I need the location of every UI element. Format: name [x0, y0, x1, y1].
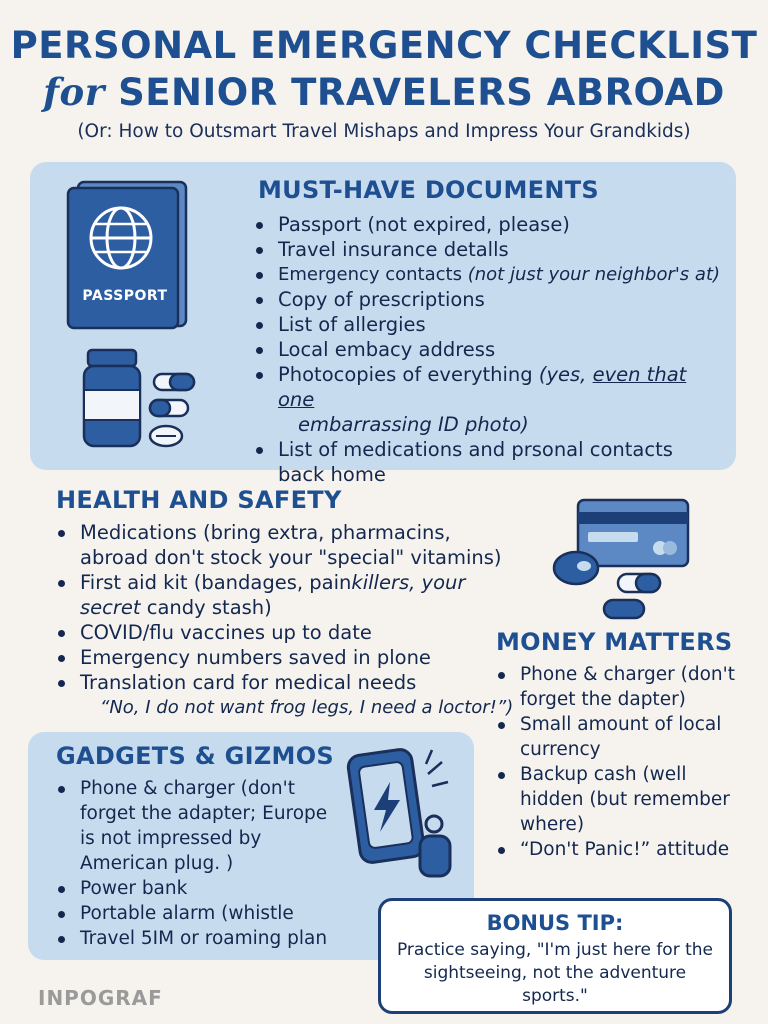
title-for-word: for	[43, 70, 105, 114]
documents-list	[254, 212, 724, 487]
list-item: Power bank	[56, 876, 346, 901]
list-item: COVID/flu vaccines up to date	[56, 620, 516, 645]
health-heading: HEALTH AND SAFETY	[56, 486, 342, 514]
health-list	[56, 520, 516, 720]
money-heading: MONEY MATTERS	[496, 628, 733, 656]
list-item: Phone & charger (don't forget the adapter; Europe is not impressed by American plug. )	[56, 776, 346, 876]
bonus-tip-text: Practice saying, "I'm just here for the sightseeing, not the adventure sports."	[396, 940, 714, 1006]
page-title-line-1: PERSONAL EMERGENCY CHECKLIST	[10, 24, 758, 67]
list-item: Photocopies of everything (yes, even that one embarrassing ID photo)	[254, 362, 724, 437]
list-item: Emergency contacts (not just your neighbor's at)	[254, 262, 724, 287]
passport-label: PASSPORT	[82, 288, 168, 304]
list-item: Copy of prescriptions	[254, 287, 724, 312]
list-item: Phone & charger (don't forget the dapter)	[496, 662, 741, 712]
bonus-tip-box	[378, 898, 732, 1014]
list-item: Travel insurance detalls	[254, 237, 724, 262]
documents-heading: MUST-HAVE DOCUMENTS	[258, 176, 599, 204]
list-item: Emergency numbers saved in plone	[56, 645, 516, 670]
gadgets-list	[56, 776, 346, 951]
list-item: Translation card for medical needs “No, I do not want frog legs, I need a loctor!”)	[56, 670, 516, 720]
title-line-2-rest: SENIOR TRAVELERS ABROAD	[118, 71, 725, 114]
list-item: Travel 5IM or roaming plan	[56, 926, 346, 951]
list-item: Passport (not expired, please)	[254, 212, 724, 237]
pill-bottle-icon	[80, 346, 200, 454]
page-title-line-2	[0, 70, 768, 114]
phone-power-icon	[344, 744, 464, 888]
page-subtitle: (Or: How to Outsmart Travel Mishaps and Impress Your Grandkids)	[77, 121, 691, 142]
brand-logo: INPOGRAF	[38, 986, 163, 1010]
list-item: First aid kit (bandages, painkillers, your secret candy stash)	[56, 570, 516, 620]
passport-icon	[64, 180, 192, 334]
list-item: List of allergies	[254, 312, 724, 337]
list-item: “Don't Panic!” attitude	[496, 837, 741, 862]
list-item: Small amount of local currency	[496, 712, 741, 762]
list-item: Portable alarm (whistle	[56, 901, 346, 926]
list-item: Local embacy address	[254, 337, 724, 362]
list-item: Medications (bring extra, pharmacins, abroad don't stock your "special" vitamins)	[56, 520, 516, 570]
list-item: List of medications and prsonal contacts back home	[254, 437, 724, 487]
money-list	[496, 662, 741, 862]
gadgets-heading: GADGETS & GIZMOS	[56, 742, 334, 770]
list-item: Backup cash (well hidden (but remember where)	[496, 762, 741, 837]
credit-card-icon	[548, 496, 698, 630]
bonus-tip-heading: BONUS TIP:	[486, 911, 624, 935]
